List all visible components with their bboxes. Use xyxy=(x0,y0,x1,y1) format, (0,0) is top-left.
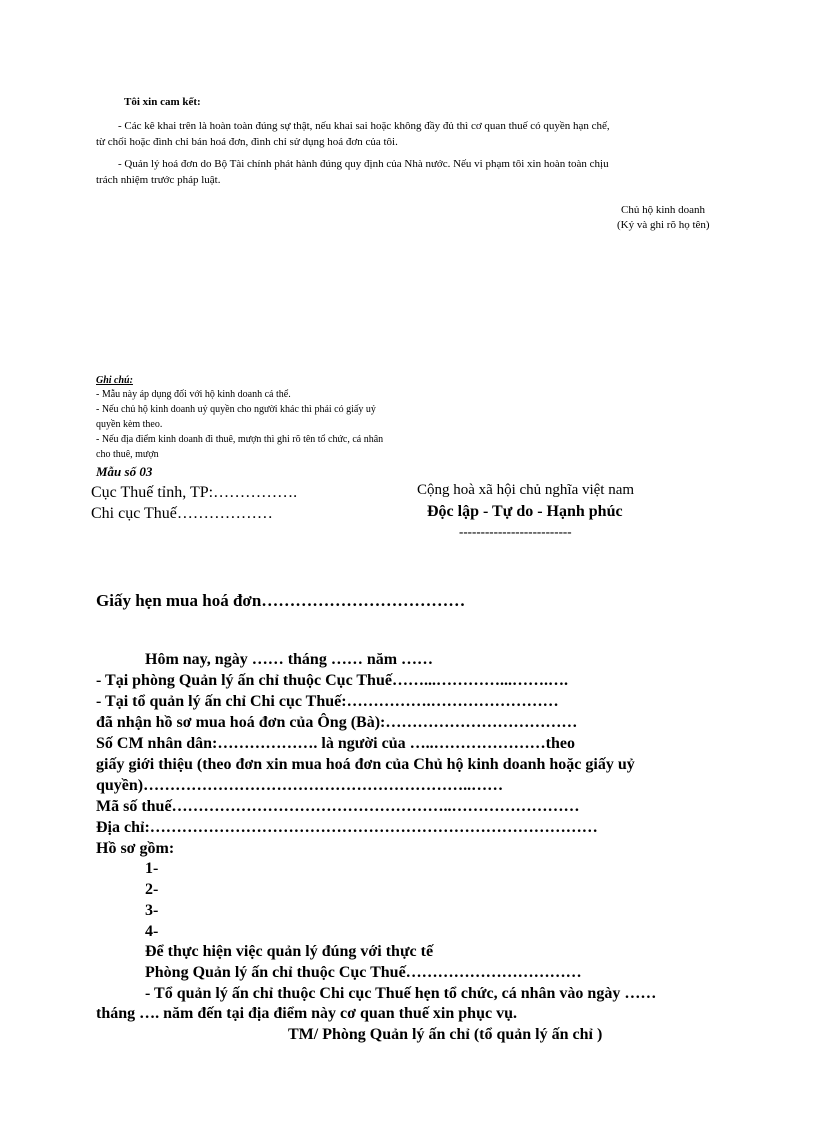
notes-line: quyền kèm theo. xyxy=(96,419,163,430)
body-line: Phòng Quản lý ấn chỉ thuộc Cục Thuế…………………………… xyxy=(145,964,582,981)
national-motto: Độc lập - Tự do - Hạnh phúc xyxy=(427,503,623,520)
date-line: Hôm nay, ngày …… tháng …… năm …… xyxy=(145,651,434,668)
body-line: - Tại phòng Quản lý ấn chỉ thuộc Cục Thuế……...…………...…….…. xyxy=(96,672,568,689)
dossier-item: 3- xyxy=(145,902,159,919)
commitment-p2-line2: trách nhiệm trước pháp luật. xyxy=(96,174,221,186)
body-line: đã nhận hồ sơ mua hoá đơn của Ông (Bà):……………………………… xyxy=(96,714,578,731)
body-line: tháng …. năm đến tại địa điểm này cơ quan thuế xin phục vụ. xyxy=(96,1005,517,1022)
notes-line: - Nếu chủ hộ kinh doanh uỷ quyền cho người khác thì phải có giấy uỷ xyxy=(96,404,376,415)
signature-line: TM/ Phòng Quản lý ấn chỉ (tổ quản lý ấn chỉ ) xyxy=(288,1026,603,1043)
form-number: Mẫu số 03 xyxy=(96,464,153,479)
notes-line: cho thuê, mượn xyxy=(96,449,159,460)
notes-heading: Ghi chú: xyxy=(96,375,133,386)
motto-divider: -------------------------- xyxy=(459,524,572,539)
signer-note: (Ký và ghi rõ họ tên) xyxy=(617,219,710,231)
notes-line: - Mẫu này áp dụng đối với hộ kinh doanh cá thể. xyxy=(96,389,291,400)
address-line: Địa chỉ:………………………………………………………………………… xyxy=(96,819,598,836)
commitment-p1-line1: - Các kê khai trên là hoàn toàn đúng sự thật, nếu khai sai hoặc không đầy đủ thì cơ quan thuế có quyền hạn chế, xyxy=(118,120,610,132)
body-line: Để thực hiện việc quản lý đúng với thực tế xyxy=(145,943,434,960)
dossier-item: 1- xyxy=(145,860,159,877)
signer-title: Chủ hộ kinh doanh xyxy=(621,204,706,216)
tax-code-line: Mã số thuế……………………………………………..…………………… xyxy=(96,798,580,815)
body-line: Số CM nhân dân:………………. là người của …..…………………theo xyxy=(96,735,575,752)
document-title: Giấy hẹn mua hoá đơn……………………………… xyxy=(96,591,466,610)
national-title: Cộng hoà xã hội chủ nghĩa việt nam xyxy=(417,482,635,498)
dossier-item: 4- xyxy=(145,923,159,940)
body-line: - Tại tổ quản lý ấn chỉ Chi cục Thuế:…………….…………………… xyxy=(96,693,559,710)
notes-line: - Nếu địa điểm kinh doanh đi thuê, mượn thì ghi rõ tên tổ chức, cá nhân xyxy=(96,434,384,445)
body-line: - Tổ quản lý ấn chỉ thuộc Chi cục Thuế hẹn tổ chức, cá nhân vào ngày …… xyxy=(145,985,657,1002)
commitment-p2-line1: - Quản lý hoá đơn do Bộ Tài chính phát hành đúng quy định của Nhà nước. Nếu vi phạm tôi xin hoàn toàn chịu xyxy=(118,158,609,170)
tax-department: Cục Thuế tỉnh, TP:……………. xyxy=(91,484,298,501)
commitment-p1-line2: từ chối hoặc đình chỉ bán hoá đơn, đình chỉ sử dụng hoá đơn của tôi. xyxy=(96,136,398,148)
commitment-heading: Tôi xin cam kết: xyxy=(124,96,201,108)
tax-branch: Chi cục Thuế……………… xyxy=(91,505,273,522)
body-line: giấy giới thiệu (theo đơn xin mua hoá đơn của Chủ hộ kinh doanh hoặc giấy uỷ xyxy=(96,756,635,773)
body-line: quyền)……………………………………………………..…… xyxy=(96,777,504,794)
dossier-item: 2- xyxy=(145,881,159,898)
dossier-heading: Hồ sơ gồm: xyxy=(96,840,175,857)
